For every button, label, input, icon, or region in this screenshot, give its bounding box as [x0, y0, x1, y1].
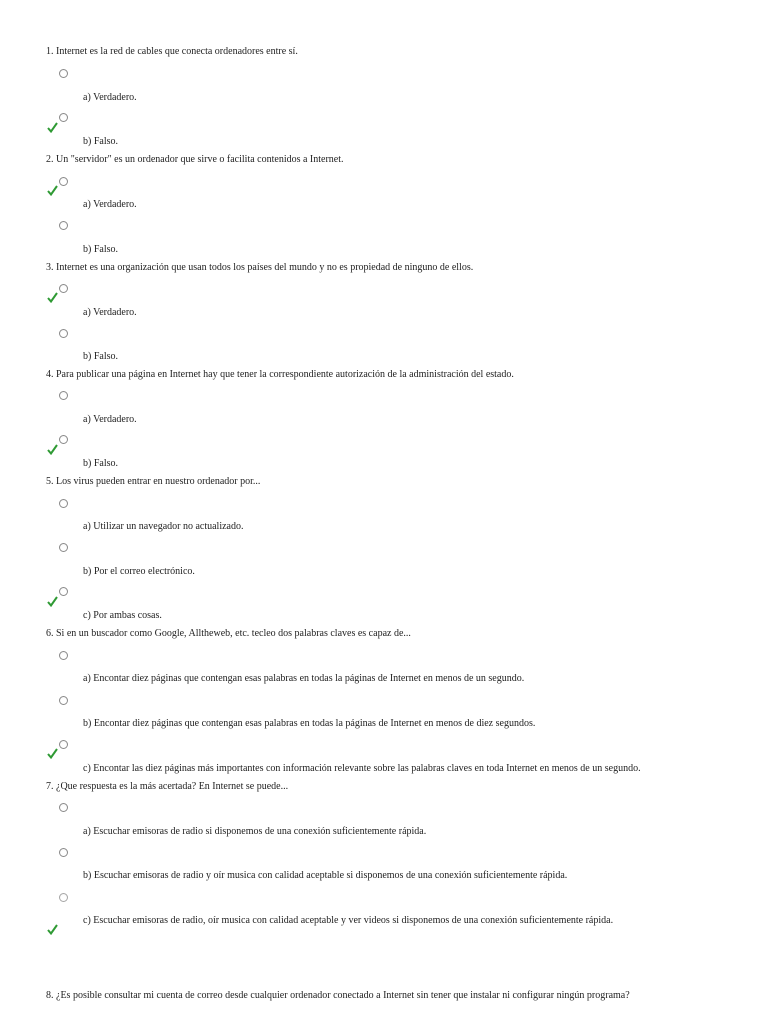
option-label: b) Falso.	[83, 458, 118, 469]
radio-button-icon[interactable]	[59, 803, 68, 812]
checkmark-icon	[47, 292, 58, 303]
question-2-text: 2. Un "servidor" es un ordenador que sirve o facilita contenidos a Internet.	[46, 154, 344, 165]
question-7-text: 7. ¿Que respuesta es la más acertada? En Internet se puede...	[46, 781, 289, 792]
question-3-text: 3. Internet es una organización que usan todos los países del mundo y no es propiedad de ninguno de ellos.	[46, 262, 474, 273]
option-label: b) Encontar diez páginas que contengan esas palabras en todas la páginas de Internet en menos de diez segundos.	[83, 718, 536, 729]
option-label: c) Escuchar emisoras de radio, oír musica con calidad aceptable y ver videos si disponemos de una conexión suficientemente rápida.	[83, 915, 614, 926]
option-label: c) Por ambas cosas.	[83, 610, 162, 621]
radio-button-icon[interactable]	[59, 651, 68, 660]
checkmark-icon	[47, 122, 58, 133]
radio-button-icon[interactable]	[59, 587, 68, 596]
option-label: a) Verdadero.	[83, 414, 137, 425]
option-label: c) Encontar las diez páginas más importantes con información relevante sobre las palabras claves en toda Internet en menos de un segundo.	[83, 763, 641, 774]
option-label: a) Verdadero.	[83, 199, 137, 210]
option-label: a) Escuchar emisoras de radio si disponemos de una conexión suficientemente rápida.	[83, 826, 427, 837]
checkmark-icon	[47, 596, 58, 607]
question-8-text: 8. ¿Es posible consultar mi cuenta de correo desde cualquier ordenador conectado a Internet sin tener que instalar ni configurar ningún programa?	[46, 990, 630, 1001]
radio-button-icon[interactable]	[59, 113, 68, 122]
radio-button-icon[interactable]	[59, 69, 68, 78]
checkmark-icon	[47, 444, 58, 455]
question-4-text: 4. Para publicar una página en Internet hay que tener la correspondiente autorización de la administración del estado.	[46, 369, 514, 380]
question-5-text: 5. Los virus pueden entrar en nuestro ordenador por...	[46, 476, 261, 487]
radio-button-icon[interactable]	[59, 284, 68, 293]
option-label: b) Falso.	[83, 351, 118, 362]
radio-button-icon[interactable]	[59, 177, 68, 186]
checkmark-icon	[47, 185, 58, 196]
checkmark-icon	[47, 924, 58, 935]
question-6-text: 6. Si en un buscador como Google, Alltheweb, etc. tecleo dos palabras claves es capaz de...	[46, 628, 411, 639]
option-label: a) Verdadero.	[83, 307, 137, 318]
option-label: b) Escuchar emisoras de radio y oír musica con calidad aceptable si disponemos de una conexión suficientemente rápida.	[83, 870, 568, 881]
radio-button-icon[interactable]	[59, 329, 68, 338]
radio-button-icon[interactable]	[59, 740, 68, 749]
option-label: a) Utilizar un navegador no actualizado.	[83, 521, 244, 532]
radio-button-icon[interactable]	[59, 696, 68, 705]
radio-button-icon[interactable]	[59, 543, 68, 552]
radio-button-icon[interactable]	[59, 848, 68, 857]
option-label: b) Falso.	[83, 136, 118, 147]
checkmark-icon	[47, 748, 58, 759]
question-1-text: 1. Internet es la red de cables que conecta ordenadores entre sí.	[46, 46, 298, 57]
option-label: a) Verdadero.	[83, 92, 137, 103]
option-label: b) Por el correo electrónico.	[83, 566, 195, 577]
option-label: a) Encontar diez páginas que contengan esas palabras en todas la páginas de Internet en menos de un segundo.	[83, 673, 525, 684]
radio-button-icon[interactable]	[59, 221, 68, 230]
radio-button-icon[interactable]	[59, 499, 68, 508]
radio-button-icon[interactable]	[59, 435, 68, 444]
radio-button-icon[interactable]	[59, 893, 68, 902]
radio-button-icon[interactable]	[59, 391, 68, 400]
option-label: b) Falso.	[83, 244, 118, 255]
